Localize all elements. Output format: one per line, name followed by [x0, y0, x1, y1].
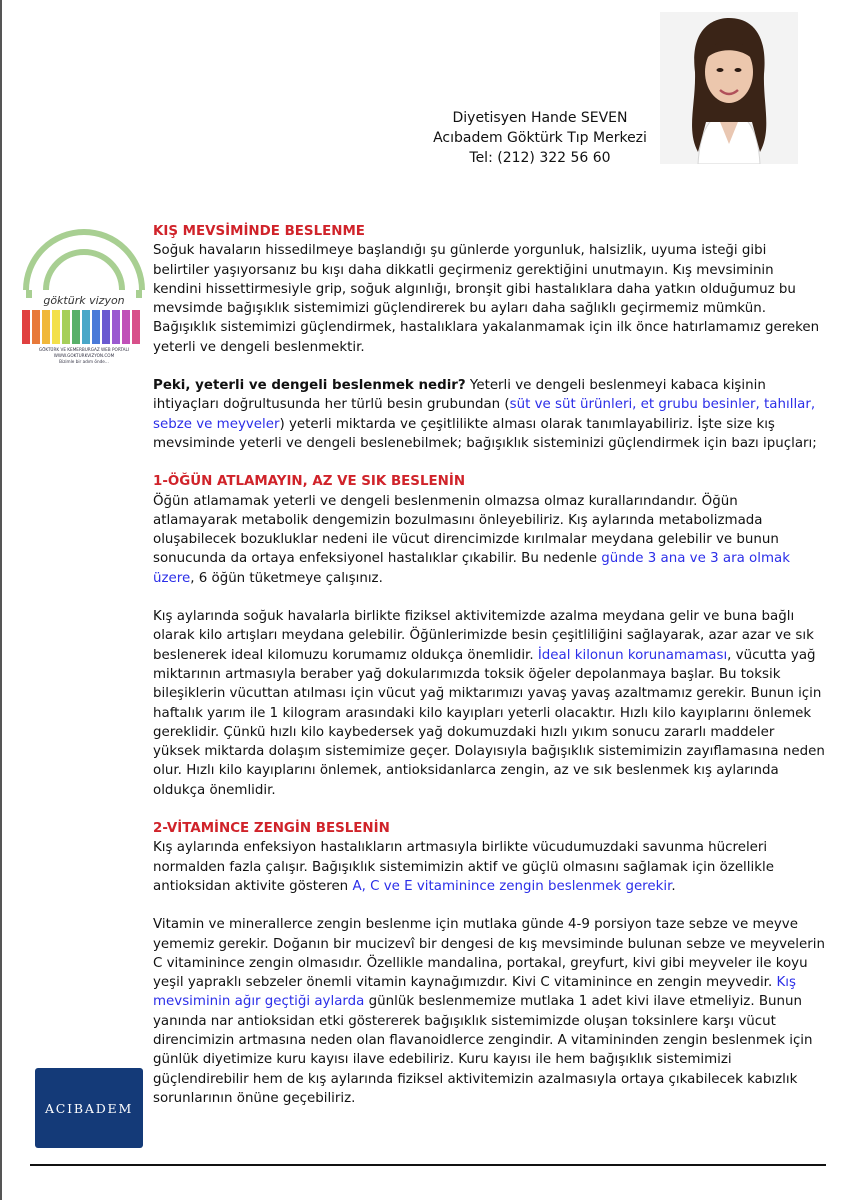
gv-logo-line2: WWW.GOKTURKVIZYON.COM [53, 353, 115, 358]
food-groups-highlight: süt ve süt ürünleri, et grubu besinler, tahıllar, sebze ve meyveler [153, 397, 816, 432]
section-1-text-1-end: , 6 öğün tüketmeye çalışınız. [190, 570, 383, 586]
intro-paragraph: Soğuk havaların hissedilmeye başlandığı şu günlerde yorgunluk, halsizlik, uyuma isteği gibi belirtiler yaşıyorsanız bu kışı daha dikkatli geçirmeniz gerektiğini unutmayın. Kış mevsiminin kendini hissettirmesiyle grip, soğuk algınlığı, bronşit gibi hastalıklara daha yatkın olduğumuz bu mevsimde bağışıklık sistemimizi güçlendirerek bu ayları daha sağlıklı geçirmemiz mümkün. Bağışıklık sistemimizi güçlendirmek, hastalıklara yakalanmamak için ilk önce hatırlamamız gereken yeterli ve dengeli beslenmektir. [153, 243, 820, 355]
section-1-text-2-end: , vücutta yağ miktarının artmasıyla beraber yağ dokularımızda toksik öğeler depolanmaya başlar. Bu toksik bileşiklerin vücuttan atılması için vücut yağ miktarımızı yavaş yavaş azaltmamız gerekir. Bunun için haftalık yarım ile 1 kilogram arasındaki kilo kayıpları yeterli olacaktır. Hızlı kilo kayıplarını önlemek gereklidir. Çünkü hızlı kilo kaybedersek yağ dokumuzdaki hızlı yıkım sonucu zararlı maddeler yüksek miktarda dolaşım sistemimize geçer. Dolayısıyla bağışıklık sistemimizin zayıflamasına neden olur. Hızlı kilo kayıplarını önlemek, antioksidanlarca zengin, az ve sık beslenmek kış aylarında oldukça önemlidir. [153, 647, 825, 798]
vitamins-highlight: A, C ve E vitaminince zengin beslenmek gerekir [352, 878, 672, 894]
acibadem-logo [35, 1068, 143, 1148]
definition-question: Peki, yeterli ve dengeli beslenmek nedir? [153, 378, 466, 394]
section-2-paragraph-2 [153, 915, 825, 1108]
article [153, 222, 825, 1108]
gokturk-vizyon-logo [20, 228, 148, 368]
acibadem-logo-text: ACIBADEM [44, 1100, 134, 1116]
section-2-text-1: Kış aylarında enfeksiyon hastalıkların artmasıyla birlikte vücudumuzdaki savunma hücreleri normalden fazla çalışır. Bağışıklık sistemimizin aktif ve güçlü olmasını sağlamak için özellikle antioksidan aktivite gösteren [153, 840, 774, 894]
page-left-edge [0, 0, 2, 1200]
section-2-text-2-end: günlük beslenmemize mutlaka 1 adet kivi ilave etmeliyiz. Bunun yanında nar antioksidan etki göstererek bağışıklık sistemimizde oluşan toksinlere karşı vücut direncimizin artmasına neden olan flavanoidlerce zengindir. A vitamininden zengin beslenmek için günlük diyetimize kuru kayısı ilave edebiliriz. Kuru kayısı ile hem bağışıklık sistemimizi güçlendirebilir hem de kış aylarında fiziksel aktivitemizin azalmasıyla ortaya çıkabilecek kabızlık sorunlarının önüne geçebiliriz. [153, 994, 813, 1106]
section-2-paragraph-1 [153, 838, 825, 896]
gv-logo-line3: Bizimle bir adım önde... [59, 359, 109, 364]
section-1-text-2: Kış aylarında soğuk havalarla birlikte fiziksel aktivitemizde azalma meydana gelir ve buna bağlı olarak kilo artışları meydana gelebilir. Öğünlerimizde besin çeşitliliğini sağlayarak, azar azar ve sık beslenerek ideal kilomuzu korumamız oldukça önemlidir. [153, 609, 814, 663]
section-2-text-1-end: . [671, 878, 676, 894]
author-block [420, 108, 660, 168]
gv-logo-text: göktürk vizyon [43, 294, 125, 307]
section-1-paragraph-2 [153, 607, 825, 800]
section-1-paragraph-1 [153, 492, 825, 588]
author-org: Acıbadem Göktürk Tıp Merkezi [433, 130, 647, 146]
author-name: Diyetisyen Hande SEVEN [452, 110, 628, 126]
section-1-title: 1-ÖĞÜN ATLAMAYIN, AZ VE SIK BESLENİN [153, 474, 466, 490]
winter-months-highlight: Kış mevsiminin ağır geçtiği aylarda [153, 975, 796, 1010]
meal-count-highlight: günde 3 ana ve 3 ara olmak üzere [153, 551, 790, 586]
author-phone: Tel: (212) 322 56 60 [469, 150, 611, 166]
article-title: KIŞ MEVSİMİNDE BESLENME [153, 224, 365, 239]
definition-paragraph [153, 376, 825, 453]
bottom-divider [30, 1164, 826, 1166]
definition-text-1: Yeterli ve dengeli beslenmeyi kabaca kişinin ihtiyaçları doğrultusunda her türlü besin grubundan ( [153, 378, 766, 413]
section-2-text-2: Vitamin ve minerallerce zengin beslenme için mutlaka günde 4-9 porsiyon taze sebze ve meyve yememiz gerekir. Doğanın bir mucizevî bir dengesi de kış mevsiminde bulunan sebze ve meyvelerin C vitaminince zengin olmasıdır. Özellikle mandalina, portakal, greyfurt, kivi gibi meyveler ile koyu yeşil yapraklı sebzeler önemli vitamin kaynağımızdır. Kivi C vitaminince en zengin meyvedir. [153, 917, 825, 991]
section-2-title: 2-VİTAMİNCE ZENGİN BESLENİN [153, 821, 390, 837]
gv-logo-line1: GÖKTÜRK VE KEMERBURGAZ WEB PORTALI [38, 347, 130, 352]
section-1-text-1: Öğün atlamamak yeterli ve dengeli beslenmenin olmazsa olmaz kurallarındandır. Öğün atlamayarak metabolik dengemizin bozulmasını önleyebiliriz. Kış aylarında metabolizmada oluşabilecek bozukluklar nedeni ile vücut direncimizde kırılmalar meydana gelebilir ve bunun sonucunda da ortaya enfeksiyonel hastalıklar çıkabilir. Bu nedenle [153, 493, 779, 567]
definition-text-2: ) yeterli miktarda ve çeşitlilikte alması olarak tanımlayabiliriz. İşte size kış mevsiminde yeterli ve dengeli beslenebilmek; bağışıklık sisteminizi güçlendirmek için bazı ipuçları; [153, 416, 817, 451]
ideal-weight-highlight: İdeal kilonun korunamaması [537, 647, 728, 663]
author-photo [660, 12, 798, 164]
